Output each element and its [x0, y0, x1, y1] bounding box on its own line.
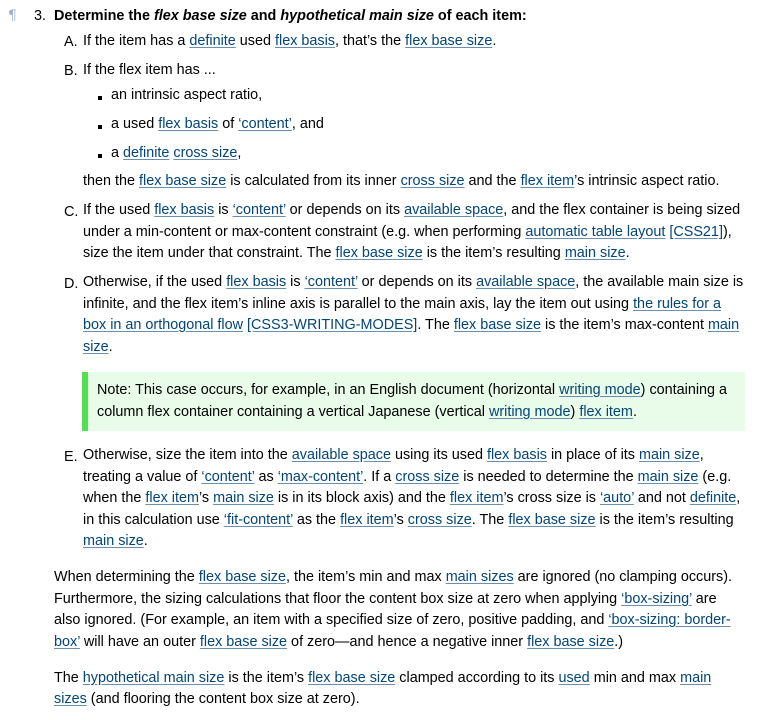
item-e-line-4: in this calculation use ‘fit-content’ as the flex item’s cross size. The flex base size is the item’s resulting: [83, 512, 734, 528]
para1-line-4: box’ will have an outer flex base size of zero—and hence a negative inner flex base size.): [54, 634, 624, 650]
link-flex-item[interactable]: flex item: [145, 490, 199, 506]
link-main-sizes[interactable]: main: [680, 670, 712, 686]
item-e-line-1: Otherwise, size the item into the available space using its used flex basis in place of its main size,: [83, 447, 704, 463]
link-flex-basis[interactable]: flex basis: [158, 116, 219, 132]
link-ref-css21[interactable]: [CSS21]: [669, 224, 723, 240]
item-b-bullet-2: a used flex basis of ‘content’, and: [111, 116, 324, 132]
item-b-intro: If the flex item has ...: [83, 62, 216, 78]
item-label-c: C.: [64, 204, 79, 220]
link-cross-size[interactable]: cross size: [173, 145, 238, 161]
link-used[interactable]: used: [558, 670, 590, 686]
link-flex-item[interactable]: flex item: [520, 173, 575, 189]
link-main-size[interactable]: main size: [213, 490, 274, 506]
item-e-line-5: main size.: [83, 533, 148, 549]
link-flex-basis[interactable]: flex basis: [226, 274, 287, 290]
link-main-size[interactable]: main size: [638, 447, 700, 463]
link-content-value[interactable]: ‘content’: [238, 116, 292, 132]
note-line-2: column flex container containing a vertical Japanese (vertical writing mode) flex item.: [97, 404, 637, 420]
link-flex-base-size[interactable]: flex base size: [508, 512, 596, 528]
item-d-line-1: Otherwise, if the used flex basis is ‘content’ or depends on its available space, the available main size is: [83, 274, 744, 290]
link-available-space[interactable]: available space: [404, 202, 504, 218]
item-c-line-1: If the used flex basis is ‘content’ or depends on its available space, and the flex container is being sized: [83, 202, 741, 218]
para2-line-1: The hypothetical main size is the item’s flex base size clamped according to its used min and max main: [54, 670, 712, 686]
note-line-1: Note: This case occurs, for example, in an English document (horizontal writing mode) containing a: [97, 382, 728, 398]
link-flex-item[interactable]: flex item: [340, 512, 394, 528]
para1-line-1: When determining the flex base size, the item’s min and max main sizes are ignored (no clamping occurs).: [54, 569, 733, 585]
link-cross-size[interactable]: cross size: [407, 512, 472, 528]
link-ref-css3-writing-modes[interactable]: [CSS3-WRITING-MODES]: [247, 317, 418, 333]
link-definite[interactable]: definite: [189, 33, 236, 49]
link-flex-item[interactable]: flex item: [449, 490, 504, 506]
link-flex-basis[interactable]: flex basis: [275, 33, 335, 49]
link-cross-size[interactable]: cross size: [395, 469, 460, 485]
item-a-text: If the item has a definite used flex basis, that’s the flex base size.: [83, 33, 497, 49]
link-max-content-value[interactable]: ‘max-content’: [277, 469, 364, 485]
item-label-e: E.: [64, 449, 78, 465]
link-content-value[interactable]: ‘content’: [201, 469, 255, 485]
item-b-then: then the flex base size is calculated from its inner cross size and the flex item’s intrinsic aspect ratio.: [83, 173, 720, 189]
link-main-size[interactable]: size: [83, 339, 109, 355]
link-main-sizes[interactable]: sizes: [54, 691, 87, 707]
bullet-icon: [98, 96, 102, 100]
link-auto-value[interactable]: ‘auto’: [599, 490, 634, 506]
item-c-line-2: under a min-content or max-content constraint (e.g. when performing automatic table layout [CSS21]),: [83, 224, 732, 240]
para1-line-2: Furthermore, the sizing calculations that floor the content box size at zero when applying ‘box-sizing’ are: [54, 591, 717, 607]
step-title: Determine the flex base size and hypothetical main size of each item:: [54, 8, 527, 24]
link-flex-item[interactable]: flex item: [579, 404, 633, 420]
link-fit-content-value[interactable]: ‘fit-content’: [223, 512, 293, 528]
link-hypothetical-main-size[interactable]: hypothetical main size: [82, 670, 225, 686]
link-content-value[interactable]: ‘content’: [304, 274, 358, 290]
link-available-space[interactable]: available space: [291, 447, 391, 463]
link-main-size[interactable]: main: [707, 317, 740, 333]
para2-line-2: sizes (and flooring the content box size at zero).: [54, 691, 360, 707]
link-box-sizing-border-box[interactable]: ‘box-sizing: border-: [608, 612, 731, 628]
link-automatic-table-layout[interactable]: automatic table layout: [525, 224, 666, 240]
item-d-line-4: size.: [83, 339, 113, 355]
link-flex-base-size[interactable]: flex base size: [335, 245, 423, 261]
item-b-bullet-1: an intrinsic aspect ratio,: [111, 87, 263, 103]
link-main-size[interactable]: main size: [83, 533, 144, 549]
item-d-line-2: infinite, and the flex item’s inline axis is parallel to the main axis, lay the item out using the rules for a: [83, 296, 722, 312]
link-flex-base-size[interactable]: flex base size: [527, 634, 615, 650]
link-main-size[interactable]: main size: [637, 469, 699, 485]
link-orthogonal-flow-rules[interactable]: box in an orthogonal flow: [83, 317, 244, 333]
link-writing-mode[interactable]: writing mode: [559, 382, 641, 398]
link-main-size[interactable]: main size: [564, 245, 626, 261]
item-label-b: B.: [64, 63, 78, 79]
link-writing-mode[interactable]: writing mode: [488, 404, 571, 420]
link-definite[interactable]: definite: [123, 145, 170, 161]
item-label-a: A.: [64, 34, 78, 50]
link-flex-base-size[interactable]: flex base size: [199, 634, 288, 650]
link-box-sizing[interactable]: ‘box-sizing’: [621, 591, 692, 607]
link-box-sizing-border-box[interactable]: box’: [54, 634, 80, 650]
item-label-d: D.: [64, 276, 79, 292]
link-orthogonal-flow-rules[interactable]: the rules for a: [633, 296, 722, 312]
link-available-space[interactable]: available space: [476, 274, 576, 290]
item-e-line-2: treating a value of ‘content’ as ‘max-content’. If a cross size is needed to determine the main size (e.g.: [83, 469, 732, 485]
item-c-line-3: size the item under that constraint. The flex base size is the item’s resulting main size.: [83, 245, 630, 261]
self-link-pilcrow[interactable]: ¶: [8, 8, 17, 24]
bullet-icon: [98, 125, 102, 129]
item-b-bullet-3: a definite cross size,: [111, 145, 242, 161]
link-flex-base-size[interactable]: flex base size: [405, 33, 493, 49]
step-number: 3.: [34, 8, 47, 24]
para1-line-3: also ignored. (For example, an item with a specified size of zero, positive padding, and ‘box-sizing: border-: [54, 612, 731, 628]
bullet-icon: [98, 154, 102, 158]
link-flex-basis[interactable]: flex basis: [486, 447, 547, 463]
link-flex-basis[interactable]: flex basis: [154, 202, 215, 218]
item-e-line-3: when the flex item’s main size is in its block axis) and the flex item’s cross size is ‘auto’ and not definite,: [83, 490, 741, 506]
link-definite[interactable]: definite: [689, 490, 737, 506]
link-flex-base-size[interactable]: flex base size: [453, 317, 542, 333]
link-cross-size[interactable]: cross size: [400, 173, 465, 189]
link-flex-base-size[interactable]: flex base size: [139, 173, 227, 189]
item-d-line-3: box in an orthogonal flow [CSS3-WRITING-MODES]. The flex base size is the item’s max-content main: [83, 317, 740, 333]
link-flex-base-size[interactable]: flex base size: [308, 670, 396, 686]
link-flex-base-size[interactable]: flex base size: [198, 569, 286, 585]
link-main-sizes[interactable]: main sizes: [445, 569, 514, 585]
link-content-value[interactable]: ‘content’: [232, 202, 286, 218]
